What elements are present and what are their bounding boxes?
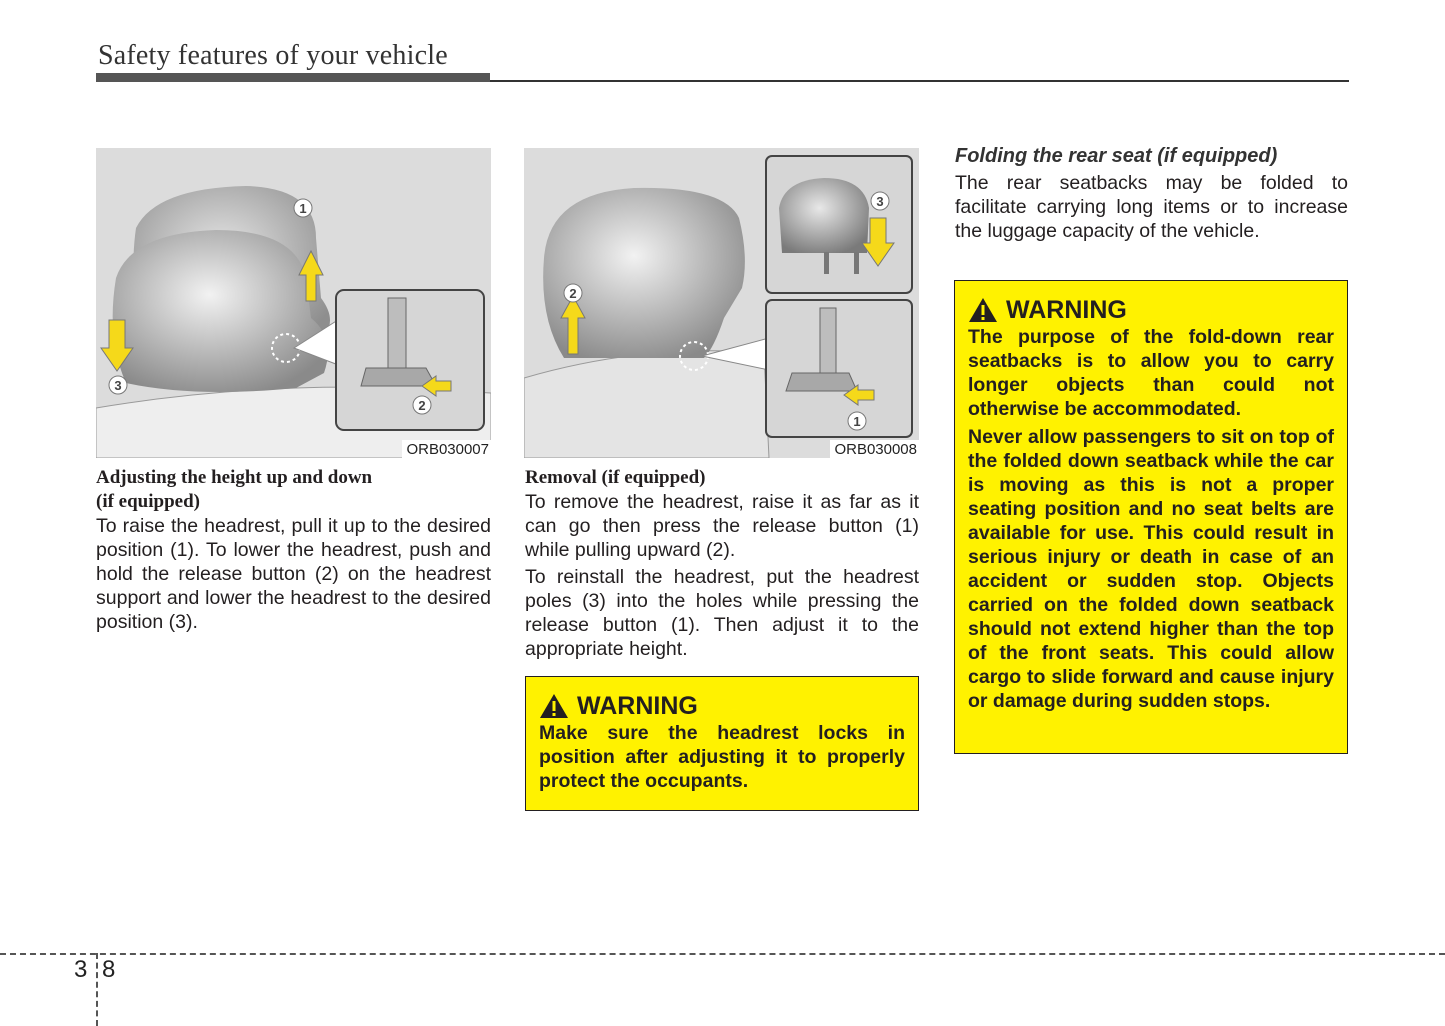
section-number: 3 bbox=[74, 956, 88, 983]
headrest-removal-illustration bbox=[524, 148, 919, 458]
warning-text: Never allow passengers to sit on top of the folded down seatback while the car is moving as this is not a proper seating position and no seat belts are available for use. This could result in serious injury or death in case of an accident or sudden stop. Objects carried on the folded down seatback should not extend higher than the top of the front seats. This could allow cargo to slide forward and cause injury or damage during sudden stops. bbox=[968, 426, 1334, 712]
warning-box bbox=[954, 280, 1348, 754]
subsection-heading: Removal (if equipped) bbox=[525, 467, 706, 488]
warning-triangle-icon bbox=[539, 693, 569, 719]
paragraph: The rear seatbacks may be folded to facilitate carrying long items or to increase the luggage capacity of the vehicle. bbox=[955, 172, 1348, 242]
paragraph: To reinstall the headrest, put the headrest poles (3) into the holes while pressing the release button (1). Then adjust it to the appropriate height. bbox=[525, 566, 919, 660]
footer-divider bbox=[96, 953, 98, 1026]
callout-1: 1 bbox=[853, 414, 861, 429]
warning-triangle-icon bbox=[968, 297, 998, 323]
callout-3: 3 bbox=[114, 378, 122, 393]
figure-code: ORB030007 bbox=[402, 440, 491, 458]
callout-2: 2 bbox=[569, 286, 577, 301]
headrest-adjust-illustration bbox=[96, 148, 491, 458]
paragraph: To raise the headrest, pull it up to the desired position (1). To lower the headrest, push and hold the release button (2) on the headrest support and lower the headrest to the desired position (3). bbox=[96, 515, 491, 633]
column-folding bbox=[955, 143, 1348, 243]
column-adjust bbox=[96, 466, 491, 634]
callout-2: 2 bbox=[418, 398, 426, 413]
figure-adjust-headrest bbox=[96, 148, 491, 458]
column-removal bbox=[525, 466, 919, 661]
header-bar bbox=[96, 73, 490, 82]
paragraph: To remove the headrest, raise it as far as it can go then press the release button (1) while pulling upward (2). bbox=[525, 491, 919, 561]
figure-code: ORB030008 bbox=[830, 440, 919, 458]
warning-text: Make sure the headrest locks in position after adjusting it to properly protect the occupants. bbox=[539, 722, 905, 792]
warning-text: The purpose of the fold-down rear seatbacks is to allow you to carry longer objects than could not otherwise be accommodated. bbox=[968, 326, 1334, 420]
section-title: Safety features of your vehicle bbox=[98, 40, 448, 71]
warning-title: WARNING bbox=[539, 691, 905, 721]
header-rule bbox=[490, 80, 1349, 82]
callout-1: 1 bbox=[299, 201, 307, 216]
subsection-heading: Adjusting the height up and down bbox=[96, 467, 373, 488]
warning-title: WARNING bbox=[968, 295, 1334, 325]
callout-3: 3 bbox=[876, 194, 884, 209]
figure-remove-headrest bbox=[524, 148, 919, 458]
subsection-heading: Folding the rear seat (if equipped) bbox=[955, 145, 1278, 167]
page-number: 8 bbox=[102, 956, 116, 983]
subsection-heading-note: (if equipped) bbox=[96, 491, 200, 512]
footer-rule bbox=[0, 953, 1445, 955]
warning-box bbox=[525, 676, 919, 811]
